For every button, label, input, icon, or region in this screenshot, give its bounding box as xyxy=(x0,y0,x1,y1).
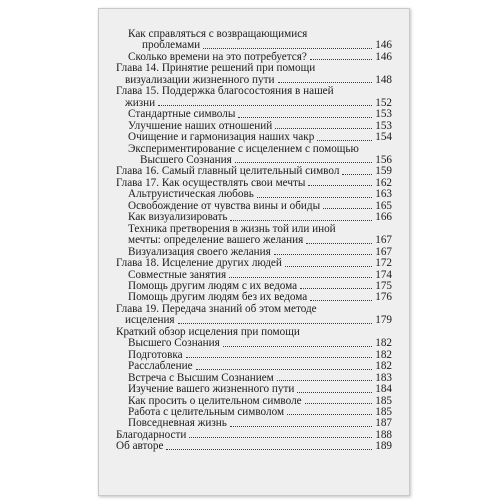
toc-entry-title: Глава 15. Поддержка благосостояния в нашей xyxy=(116,85,334,98)
toc-page-number: 182 xyxy=(375,348,392,361)
toc-entry xyxy=(116,132,392,143)
toc-entry-title: Высшего Сознания xyxy=(140,153,232,166)
toc-dot-leader xyxy=(308,185,372,186)
toc-dot-leader xyxy=(310,300,372,301)
toc-entry xyxy=(116,384,392,395)
toc-entry-title: Как справляться с возвращающимися xyxy=(128,28,308,40)
toc-dot-leader xyxy=(274,254,372,255)
toc-dot-leader xyxy=(223,346,372,347)
toc-entry-title: Работа с целительным символом xyxy=(128,405,285,418)
toc-entry-title: Альтруистическая любовь xyxy=(128,188,254,201)
toc-entry-title: Расслабление xyxy=(128,360,193,373)
toc-dot-leader xyxy=(323,208,372,209)
toc-page-number: 183 xyxy=(375,371,392,384)
toc-entry xyxy=(116,109,392,120)
toc-entry-title: мечты: определение вашего желания xyxy=(128,234,304,247)
toc-entry-title: Как просить о целительном символе xyxy=(128,394,302,407)
toc-dot-leader xyxy=(178,323,372,324)
toc-entry-title: Сколько времени на это потребуется? xyxy=(128,50,307,63)
toc-entry-title: проблемами xyxy=(142,39,201,52)
toc-page-number: 146 xyxy=(375,50,392,63)
toc-entry xyxy=(116,212,392,223)
toc-entry-title: Изучение вашего жизненного пути xyxy=(128,383,295,396)
toc-entry-title: Глава 17. Как осуществлять свои мечты xyxy=(116,176,306,189)
toc-page-number: 188 xyxy=(375,428,392,441)
toc-page-number: 174 xyxy=(375,268,392,281)
book-page xyxy=(98,8,410,496)
toc-entry-title: Визуализация своего желания xyxy=(128,245,271,258)
toc-page-number: 187 xyxy=(375,417,392,430)
toc-entry-title: Встреча с Высшим Сознанием xyxy=(128,371,274,384)
toc-dot-leader xyxy=(285,266,372,267)
toc-entry-title: Помощь другим людям без их ведома xyxy=(128,291,308,304)
toc-page-number: 184 xyxy=(375,383,392,396)
toc-dot-leader xyxy=(275,128,372,129)
toc-page-number: 163 xyxy=(375,188,392,201)
toc-page-number: 166 xyxy=(375,211,392,224)
toc-entry-title: Краткий обзор исцеления при помощи xyxy=(116,325,300,338)
toc-dot-leader xyxy=(158,105,372,106)
toc-page-number: 165 xyxy=(375,199,392,212)
toc-page-number: 172 xyxy=(375,257,392,270)
toc-entry xyxy=(116,235,392,246)
toc-dot-leader xyxy=(300,288,372,289)
toc-dot-leader xyxy=(189,437,372,438)
toc-entry xyxy=(116,361,392,372)
toc-dot-leader xyxy=(257,197,372,198)
toc-page-number: 167 xyxy=(375,245,392,258)
toc-page-number: 152 xyxy=(375,96,392,109)
toc-page-number: 156 xyxy=(375,153,392,166)
toc-page-number: 175 xyxy=(375,279,392,292)
toc-entry-title: Совместные занятия xyxy=(128,268,227,281)
toc-page-number: 159 xyxy=(375,165,392,178)
toc-entry-title: Об авторе xyxy=(116,440,164,453)
toc-entry-title: Глава 18. Исцеление других людей xyxy=(116,257,282,270)
toc-dot-leader xyxy=(230,220,372,221)
toc-entry-title: Глава 19. Передача знаний об этом методе xyxy=(116,302,317,315)
toc-dot-leader xyxy=(306,243,372,244)
toc-dot-leader xyxy=(317,140,372,141)
toc-page-number: 185 xyxy=(375,405,392,418)
toc-entry-title: исцеления xyxy=(125,314,175,327)
toc-entry-title: Подготовка xyxy=(128,348,183,361)
toc-dot-leader xyxy=(229,277,372,278)
toc-entry-title: Как визуализировать xyxy=(128,211,228,224)
toc-dot-leader xyxy=(278,82,373,83)
toc-entry-title: Повседневная жизнь xyxy=(128,417,227,430)
toc-page-number: 182 xyxy=(375,337,392,350)
toc-entry-title: Очищение и гармонизация наших чакр xyxy=(128,131,315,144)
toc-dot-leader xyxy=(342,174,372,175)
toc-page-number: 185 xyxy=(375,394,392,407)
toc-entry-title: Высшего Сознания xyxy=(128,337,220,350)
toc-entry-title: визуализации жизненного пути xyxy=(125,73,275,86)
toc-dot-leader xyxy=(203,48,372,49)
table-of-contents xyxy=(116,29,392,453)
toc-page-number: 153 xyxy=(375,108,392,121)
toc-entry-title: жизни xyxy=(125,96,156,109)
toc-dot-leader xyxy=(238,117,372,118)
toc-dot-leader xyxy=(186,357,372,358)
toc-dot-leader xyxy=(305,403,372,404)
toc-page-number: 148 xyxy=(375,73,392,86)
toc-page-number: 179 xyxy=(375,314,392,327)
toc-page-number: 154 xyxy=(375,131,392,144)
toc-dot-leader xyxy=(287,414,372,415)
toc-page-number: 176 xyxy=(375,291,392,304)
toc-entry-title: Глава 14. Принятие решений при помощи xyxy=(116,62,316,75)
toc-dot-leader xyxy=(166,449,372,450)
toc-entry-title: Освобождение от чувства вины и обиды xyxy=(128,199,321,212)
toc-page-number: 182 xyxy=(375,360,392,373)
toc-dot-leader xyxy=(235,162,372,163)
toc-entry-title: Экспериментирование с исцелением с помощью xyxy=(128,142,359,155)
toc-page-number: 146 xyxy=(375,39,392,52)
toc-dot-leader xyxy=(297,392,372,393)
toc-entry xyxy=(116,258,392,269)
toc-dot-leader xyxy=(277,380,372,381)
toc-entry-title: Стандартные символы xyxy=(128,108,236,121)
toc-entry-title: Глава 16. Самый главный целительный символ xyxy=(116,165,340,178)
toc-page-number: 189 xyxy=(375,440,392,453)
toc-page-number: 153 xyxy=(375,119,392,132)
toc-entry-title: Улучшение наших отношений xyxy=(128,119,273,132)
toc-entry xyxy=(116,338,392,349)
toc-dot-leader xyxy=(196,369,372,370)
toc-page-number: 162 xyxy=(375,176,392,189)
toc-entry-title: Техника претворения в жизнь той или иной xyxy=(128,222,336,235)
toc-dot-leader xyxy=(310,59,372,60)
toc-entry xyxy=(116,441,392,452)
toc-dot-leader xyxy=(230,426,372,427)
toc-entry-title: Помощь другим людям с их ведома xyxy=(128,279,298,292)
toc-entry-title: Благодарности xyxy=(116,428,187,441)
toc-entry xyxy=(116,86,392,97)
toc-page-number: 167 xyxy=(375,234,392,247)
